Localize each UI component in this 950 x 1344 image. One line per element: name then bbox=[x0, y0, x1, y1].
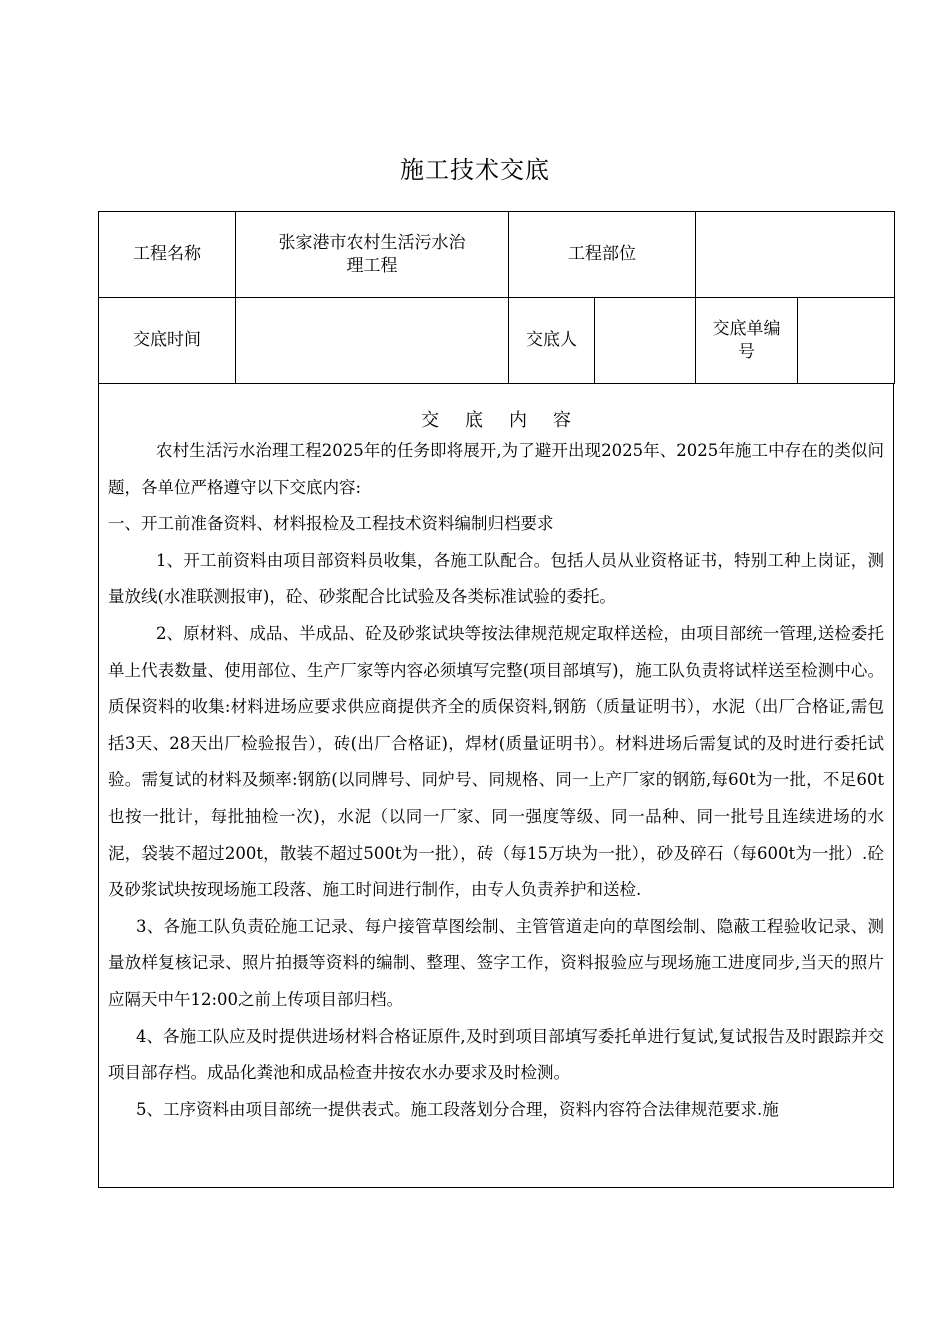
time-label: 交底时间 bbox=[99, 298, 236, 384]
project-name-value[interactable]: 张家港市农村生活污水治理工程 bbox=[236, 212, 509, 298]
project-name-label: 工程名称 bbox=[99, 212, 236, 298]
time-value[interactable] bbox=[236, 298, 509, 384]
person-value[interactable] bbox=[595, 298, 696, 384]
intro-paragraph: 农村生活污水治理工程2025年的任务即将展开,为了避开出现2025年、2025年施工中存在的类似问题，各单位严格遵守以下交底内容: bbox=[108, 441, 884, 497]
content-body bbox=[99, 433, 893, 1128]
info-row-project bbox=[99, 212, 895, 298]
section-heading-1: 一、开工前准备资料、材料报检及工程技术资料编制归档要求 bbox=[108, 514, 554, 534]
info-row-time bbox=[99, 298, 895, 384]
content-heading: 交底内容 bbox=[421, 410, 597, 431]
document-title: 施工技术交底 bbox=[400, 156, 550, 184]
person-label: 交底人 bbox=[509, 298, 595, 384]
info-table bbox=[98, 211, 895, 384]
item-paragraph-3: 3、各施工队负责砼施工记录、每户接管草图绘制、主管管道走向的草图绘制、隐蔽工程验收记录、测量放样复核记录、照片拍摄等资料的编制、整理、签字工作，资料报验应与现场施工进度同步,当天的照片应隔天中午12:00之前上传项目部归档。 bbox=[108, 916, 884, 1009]
content-box bbox=[98, 383, 894, 1188]
number-label: 交底单编号 bbox=[696, 298, 798, 384]
item-paragraph-4: 4、各施工队应及时提供进场材料合格证原件,及时到项目部填写委托单进行复试,复试报告及时跟踪并交项目部存档。成品化粪池和成品检查井按农水办要求及时检测。 bbox=[108, 1026, 884, 1083]
item-paragraph-2: 2、原材料、成品、半成品、砼及砂浆试块等按法律规范规定取样送检，由项目部统一管理,送检委托单上代表数量、使用部位、生产厂家等内容必须填写完整(项目部填写)，施工队负责将试样送至检测中心。质保资料的收集:材料进场应要求供应商提供齐全的质保资料,钢筋（质量证明书），水泥（出厂合格证,需包括3天、28天出厂检验报告），砖(出厂合格证)，焊材(质量证明书）。材料进场后需复试的及时进行委托试验。需复试的材料及频率:钢筋(以同牌号、同炉号、同规格、同一上产厂家的钢筋,每60t为一批，不足60t也按一批计，每批抽检一次)，水泥（以同一厂家、同一强度等级、同一品种、同一批号且连续进场的水泥，袋装不超过200t，散装不超过500t为一批），砖（每15万块为一批），砂及碎石（每600t为一批）.砼及砂浆试块按现场施工段落、施工时间进行制作，由专人负责养护和送检. bbox=[108, 623, 884, 900]
item-paragraph-1: 1、开工前资料由项目部资料员收集，各施工队配合。包括人员从业资格证书，特别工种上岗证，测量放线(水准联测报审)，砼、砂浆配合比试验及各类标准试验的委托。 bbox=[108, 550, 884, 607]
project-part-label: 工程部位 bbox=[509, 212, 696, 298]
item-paragraph-5: 5、工序资料由项目部统一提供表式。施工段落划分合理，资料内容符合法律规范要求.施 bbox=[136, 1099, 779, 1119]
project-part-value[interactable] bbox=[696, 212, 895, 298]
number-value[interactable] bbox=[798, 298, 895, 384]
